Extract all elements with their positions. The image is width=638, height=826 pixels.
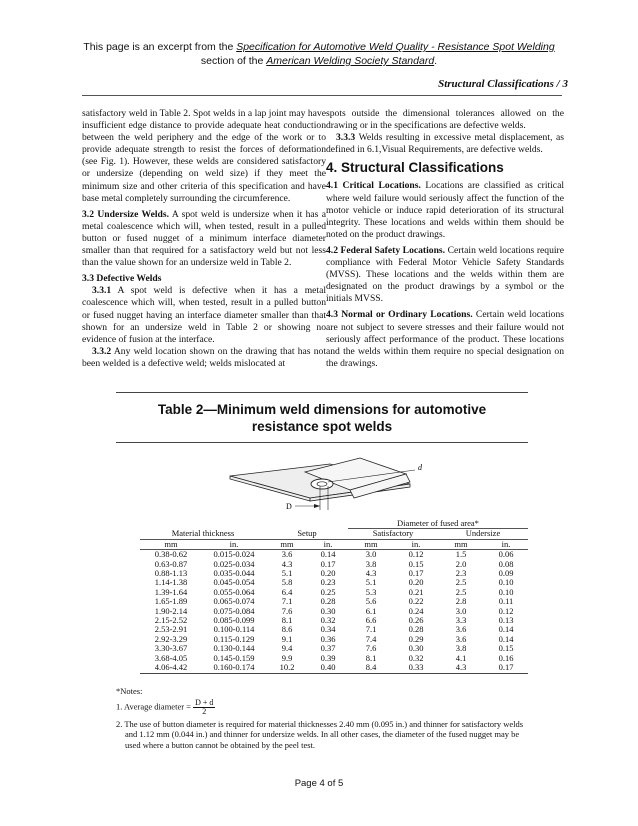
table-cell: 0.10 (498, 577, 514, 588)
table-cell: 0.045-0.054 (213, 577, 255, 588)
table-cell: 2.5 (455, 586, 467, 597)
section-3-3-1-body: A spot weld is defective when it has a metal coalescence which will, when tested, result in a pulled button or fused nugget having an interface diameter smaller than that shown for an undersize weld in Table 2 or showing no evidence of fusion at the interface. (82, 285, 326, 345)
unit-header: in. (394, 539, 438, 549)
section-3-2 (82, 209, 326, 269)
excerpt-banner (60, 40, 578, 68)
banner-end: . (434, 55, 438, 67)
right-paragraph-1: spots outside the dimensional tolerances allowed on the drawing or in the specifications are defective welds. (326, 108, 564, 132)
note-1 (116, 699, 536, 716)
table-title (116, 401, 528, 435)
spot-weld-diagram (210, 446, 460, 522)
table-cell: 0.29 (408, 633, 424, 644)
table-cell: 8.4 (365, 662, 377, 673)
table-cell: 7.4 (365, 633, 377, 644)
fused-area-group-header: Diameter of fused area* (348, 519, 528, 529)
table-cell: 5.3 (365, 586, 377, 597)
table-cell: 0.22 (408, 596, 424, 607)
table-cell: 2.8 (455, 596, 467, 607)
table-cell: 7.1 (365, 624, 377, 635)
table-cell: 0.21 (408, 586, 424, 597)
table-cell: 0.20 (320, 568, 336, 579)
table-cell: 0.15 (498, 643, 514, 654)
table-cell: 3.0 (455, 605, 467, 616)
table-cell: 3.6 (281, 549, 293, 560)
fraction-numerator: D + d (195, 697, 214, 707)
table-cell: 0.015-0.024 (213, 549, 255, 560)
section-3-3-3-body: Welds resulting in excessive metal displacement, as defined in 6.1,Visual Requirements, are defective welds. (326, 132, 564, 156)
section-3-3-heading: 3.3 Defective Welds (82, 273, 162, 285)
table-cell: 0.035-0.044 (213, 568, 255, 579)
unit-header: mm (438, 539, 484, 549)
section-4-1-body: Locations are classified as critical where weld failure would seriously affect the function of the motor vehicle or induce rapid deterioration of its structural integrity. These locations and welds within them should be noted on the product drawings. (326, 180, 564, 240)
section-3-3-3 (326, 132, 564, 156)
table-cell: 1.90-2.14 (154, 605, 188, 616)
table-cell: 4.1 (455, 652, 467, 663)
table-cell: 5.1 (365, 577, 377, 588)
col-header-material-thickness: Material thickness (140, 529, 266, 539)
section-3-3-2 (82, 346, 326, 370)
table-cell: 1.5 (455, 549, 467, 560)
table-cell: 9.4 (281, 643, 293, 654)
table-cell: 0.13 (498, 615, 514, 626)
table-cell: 0.10 (498, 586, 514, 597)
table-cell: 3.30-3.67 (154, 643, 188, 654)
table-cell: 2.0 (455, 558, 467, 569)
table-cell: 0.025-0.034 (213, 558, 255, 569)
aws-standard-link[interactable]: American Welding Society Standard (266, 55, 435, 67)
table-cell: 1.65-1.89 (154, 596, 188, 607)
unit-header: mm (140, 539, 202, 549)
table-cell: 10.2 (279, 662, 295, 673)
table-cell: 3.6 (455, 633, 467, 644)
table-cell: 5.6 (365, 596, 377, 607)
col-header-satisfactory: Satisfactory (348, 529, 438, 539)
section-4-3-body: Certain weld locations are not subject to severe stresses and their failure would not seriously affect performance of the product. These locations and the welds within them require no special designation on the drawings. (326, 309, 564, 369)
table-cell: 9.1 (281, 633, 293, 644)
table-cell: 0.06 (498, 549, 514, 560)
table-cell: 0.12 (498, 605, 514, 616)
table-cell: 0.30 (320, 605, 336, 616)
table-cell: 0.08 (498, 558, 514, 569)
table-cell: 0.14 (320, 549, 336, 560)
col-header-setup: Setup (266, 529, 348, 539)
table-cell: 0.160-0.174 (213, 662, 255, 673)
table-cell: 0.14 (498, 633, 514, 644)
table-cell: 0.17 (498, 662, 514, 673)
table-cell: 0.065-0.074 (213, 596, 255, 607)
table-cell: 0.20 (408, 577, 424, 588)
table-cell: 6.1 (365, 605, 377, 616)
banner-mid: section of the (200, 55, 267, 67)
table-cell: 7.1 (281, 596, 293, 607)
table-cell: 0.075-0.084 (213, 605, 255, 616)
table-cell: 8.1 (281, 615, 293, 626)
section-3-3-3-number: 3.3.3 (336, 132, 356, 144)
table-cell: 0.17 (320, 558, 336, 569)
page-footer: Page 4 of 5 (294, 778, 344, 789)
header-rule (82, 95, 562, 96)
notes-heading: *Notes: (116, 686, 143, 696)
table-cell: 0.11 (498, 596, 514, 607)
average-diameter-fraction (193, 699, 215, 716)
diagram-label-D: D (286, 502, 292, 511)
section-3-3-1 (82, 285, 326, 345)
section-4-title: 4. Structural Classifications (326, 160, 504, 176)
running-head: Structural Classifications / 3 (438, 78, 568, 90)
col-header-undersize: Undersize (438, 529, 528, 539)
table-cell: 0.145-0.159 (213, 652, 255, 663)
unit-header: in. (484, 539, 528, 549)
weld-nugget (311, 479, 333, 489)
table-cell: 0.09 (498, 568, 514, 579)
table-cell: 0.37 (320, 643, 336, 654)
table-cell: 2.53-2.91 (154, 624, 188, 635)
table-cell: 4.3 (365, 568, 377, 579)
table-cell: 0.36 (320, 633, 336, 644)
table-cell: 8.6 (281, 624, 293, 635)
table-cell: 0.63-0.87 (154, 558, 188, 569)
table-cell: 1.14-1.38 (154, 577, 188, 588)
table-cell: 0.88-1.13 (154, 568, 188, 579)
table-cell: 2.3 (455, 568, 467, 579)
table-cell: 0.39 (320, 652, 336, 663)
table-cell: 3.8 (455, 643, 467, 654)
unit-header: mm (266, 539, 308, 549)
table-cell: 0.25 (320, 586, 336, 597)
table-cell: 0.15 (408, 558, 424, 569)
table-cell: 0.30 (408, 643, 424, 654)
table-title-line-2: resistance spot welds (251, 419, 393, 434)
banner-prefix: This page is an excerpt from the (83, 41, 237, 53)
section-3-3-2-number: 3.3.2 (92, 345, 112, 357)
table-cell: 6.6 (365, 615, 377, 626)
table-cell: 0.16 (498, 652, 514, 663)
table-cell: 6.4 (281, 586, 293, 597)
table-cell: 1.39-1.64 (154, 586, 188, 597)
section-3-2-heading: 3.2 Undersize Welds. (82, 208, 170, 220)
section-4-3 (326, 309, 564, 369)
table-cell: 5.8 (281, 577, 293, 588)
diagram-label-d: d (418, 463, 422, 472)
table-cell: 7.6 (365, 643, 377, 654)
table-cell: 0.28 (408, 624, 424, 635)
section-4-2-heading: 4.2 Federal Safety Locations. (326, 244, 446, 256)
table-cell: 3.0 (365, 549, 377, 560)
table-cell: 4.06-4.42 (154, 662, 188, 673)
table-body (140, 550, 528, 673)
table-cell: 4.3 (455, 662, 467, 673)
unit-header: in. (308, 539, 348, 549)
table-cell: 3.8 (365, 558, 377, 569)
spec-link[interactable]: Specification for Automotive Weld Quality - Resistance Spot Welding (236, 41, 555, 53)
section-4-2-body: Certain weld locations require compliance with Federal Motor Vehicle Safety Standards (MVSS). These locations and the welds within them are designated on the product drawings by a symbol or the initials MVSS. (326, 244, 564, 305)
table-cell: 3.6 (455, 624, 467, 635)
table-cell: 0.28 (320, 596, 336, 607)
table-cell: 0.115-0.129 (213, 633, 255, 644)
table-cell: 0.085-0.099 (213, 615, 255, 626)
table-cell: 5.1 (281, 568, 293, 579)
note-1-text: 1. Average diameter = (116, 701, 194, 712)
table-cell: 0.100-0.114 (213, 624, 255, 635)
section-3-3-2-body: Any weld location shown on the drawing that has not been welded is a defective weld; welds mislocated at (82, 345, 326, 369)
table-row (140, 663, 528, 673)
note-2: 2. The use of button diameter is required for material thicknesses 2.40 mm (0.095 in.) and thinner for satisfactory welds and 1.12 mm (0.044 in.) and thinner for undersize welds. In all other cases, the diameter of the fused nugget may be used where a button cannot be obtained by the peel test. (116, 718, 524, 750)
left-paragraph-1: satisfactory weld in Table 2. Spot welds in a lap joint may have insufficient edge distance to provide adequate heat conduction between the weld periphery and the edge of the work or to provide adequate strength to resist the forces of deformation (see Fig. 1). However, these welds are considered satisfactory or undersize (depending on weld size) if they meet the minimum size and other criteria of this specification and have base metal completely surrounding the circumference. (82, 108, 326, 204)
left-column (82, 108, 326, 374)
table-cell: 3.68-4.05 (154, 652, 188, 663)
table-cell: 0.33 (408, 662, 424, 673)
section-3-3-1-number: 3.3.1 (92, 285, 112, 297)
section-3-2-body: A spot weld is undersize when it has a metal coalescence which will, when tested, result in a pulled button or fused nugget of a minimum interface diameter smaller than that required for a satisfactory weld but not less than the value shown for an undersize weld in Table 2. (82, 208, 326, 269)
section-4-2 (326, 245, 564, 305)
table-cell: 0.38-0.62 (154, 549, 188, 560)
section-4-1 (326, 180, 564, 240)
table-cell: 2.15-2.52 (154, 615, 188, 626)
table-cell: 2.5 (455, 577, 467, 588)
table-cell: 0.24 (408, 605, 424, 616)
table-cell: 3.3 (455, 615, 467, 626)
table-cell: 0.12 (408, 549, 424, 560)
table-notes (116, 686, 536, 750)
right-column (326, 108, 564, 374)
table-cell: 0.32 (320, 615, 336, 626)
section-4-3-heading: 4.3 Normal or Ordinary Locations. (326, 309, 473, 321)
table-cell: 2.92-3.29 (154, 633, 188, 644)
table-top-divider (116, 392, 528, 393)
section-4-1-heading: 4.1 Critical Locations. (326, 180, 421, 192)
weld-dimension-table (140, 519, 528, 674)
table-cell: 7.6 (281, 605, 293, 616)
table-cell: 8.1 (365, 652, 377, 663)
dim-D-arrowhead (314, 504, 320, 508)
table-cell: 0.23 (320, 577, 336, 588)
table-cell: 0.26 (408, 615, 424, 626)
table-title-divider (116, 442, 528, 443)
unit-header: in. (202, 539, 266, 549)
table-cell: 0.40 (320, 662, 336, 673)
table-cell: 0.17 (408, 568, 424, 579)
table-title-line-1: Table 2—Minimum weld dimensions for automotive (157, 402, 487, 417)
table-cell: 0.32 (408, 652, 424, 663)
table-cell: 0.14 (498, 624, 514, 635)
table-cell: 9.9 (281, 652, 293, 663)
table-cell: 0.055-0.064 (213, 586, 255, 597)
fraction-denominator: 2 (202, 706, 207, 716)
table-cell: 0.130-0.144 (213, 643, 255, 654)
table-cell: 4.3 (281, 558, 293, 569)
table-cell: 0.34 (320, 624, 336, 635)
unit-header: mm (348, 539, 394, 549)
